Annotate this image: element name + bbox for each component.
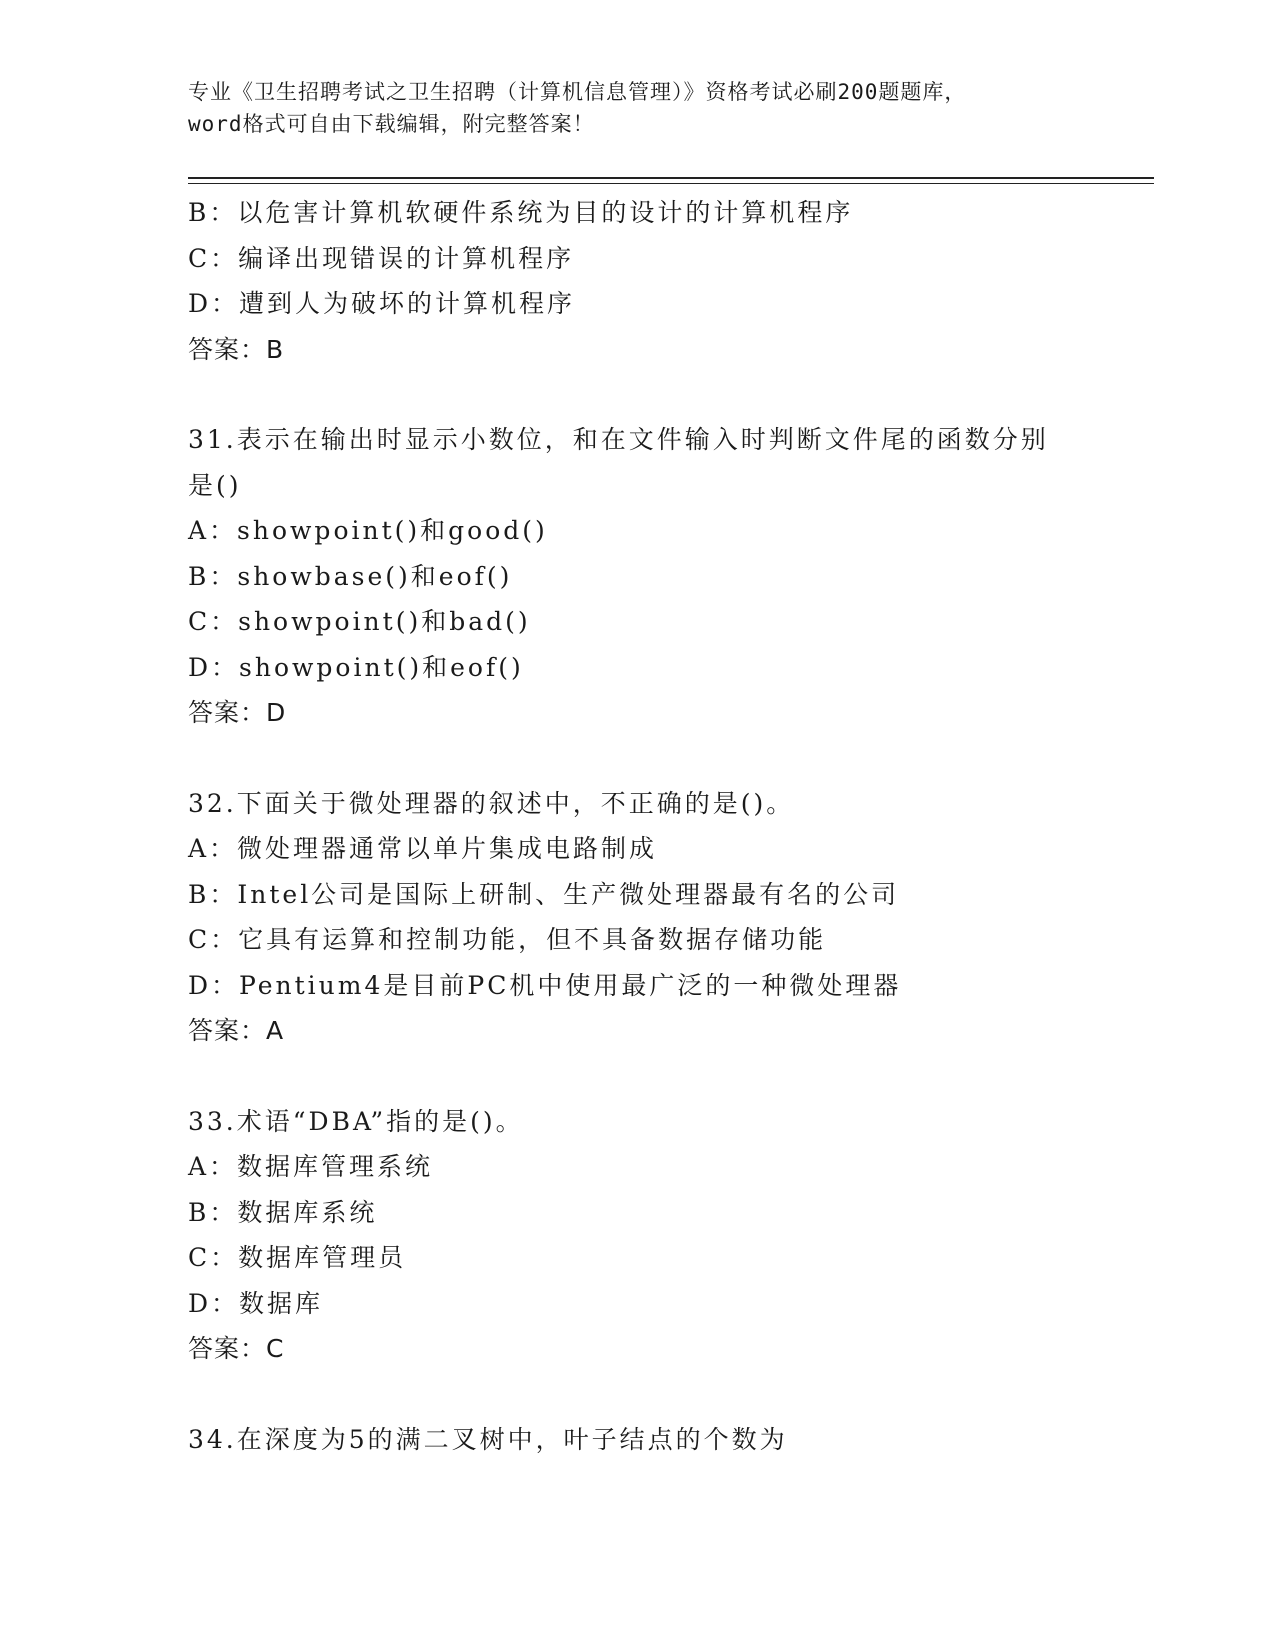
- option-a: A：微处理器通常以单片集成电路制成: [188, 834, 658, 863]
- header-line-2: word格式可自由下载编辑，附完整答案！: [188, 112, 595, 136]
- option-d: D：数据库: [188, 1288, 324, 1318]
- question-stem-continued: 是(): [188, 470, 242, 500]
- option-d: D：Pentium4是目前PC机中使用最广泛的一种微处理器: [188, 970, 902, 1000]
- question-stem: 32.下面关于微处理器的叙述中，不正确的是()。: [188, 788, 795, 818]
- question-list: [188, 190, 1088, 1462]
- option-a: A：showpoint()和good(): [188, 516, 548, 545]
- question-30-tail: [188, 190, 1088, 372]
- answer-line: 答案：C: [188, 1334, 285, 1363]
- answer-line: 答案：D: [188, 698, 287, 727]
- header-line-1: 专业《卫生招聘考试之卫生招聘（计算机信息管理）》资格考试必刷200题题库，: [188, 80, 967, 104]
- option-b: B：showbase()和eof(): [188, 561, 513, 591]
- option-c: C：它具有运算和控制功能，但不具备数据存储功能: [188, 925, 827, 954]
- question-32: [188, 781, 1088, 1054]
- document-header: [188, 76, 1088, 140]
- answer-line: 答案：A: [188, 1016, 285, 1045]
- option-b: B：以危害计算机软硬件系统为目的设计的计算机程序: [188, 198, 854, 227]
- header-rule-thick: [188, 177, 1154, 179]
- option-c: C：编译出现错误的计算机程序: [188, 243, 575, 273]
- answer-line: 答案：B: [188, 334, 285, 364]
- option-c: C：showpoint()和bad(): [188, 607, 531, 636]
- question-33: [188, 1099, 1088, 1372]
- question-31: [188, 417, 1088, 736]
- question-stem: 31.表示在输出时显示小数位，和在文件输入时判断文件尾的函数分别: [188, 425, 1049, 454]
- option-b: B：Intel公司是国际上研制、生产微处理器最有名的公司: [188, 879, 900, 909]
- question-stem: 34.在深度为5的满二叉树中，叶子结点的个数为: [188, 1424, 788, 1454]
- header-rule-thin: [188, 183, 1154, 184]
- question-stem: 33.术语“DBA”指的是()。: [188, 1106, 524, 1136]
- option-d: D：showpoint()和eof(): [188, 652, 524, 682]
- option-b: B：数据库系统: [188, 1197, 378, 1227]
- option-c: C：数据库管理员: [188, 1243, 407, 1272]
- option-d: D：遭到人为破坏的计算机程序: [188, 289, 576, 318]
- option-a: A：数据库管理系统: [188, 1152, 434, 1181]
- question-34: [188, 1417, 1088, 1463]
